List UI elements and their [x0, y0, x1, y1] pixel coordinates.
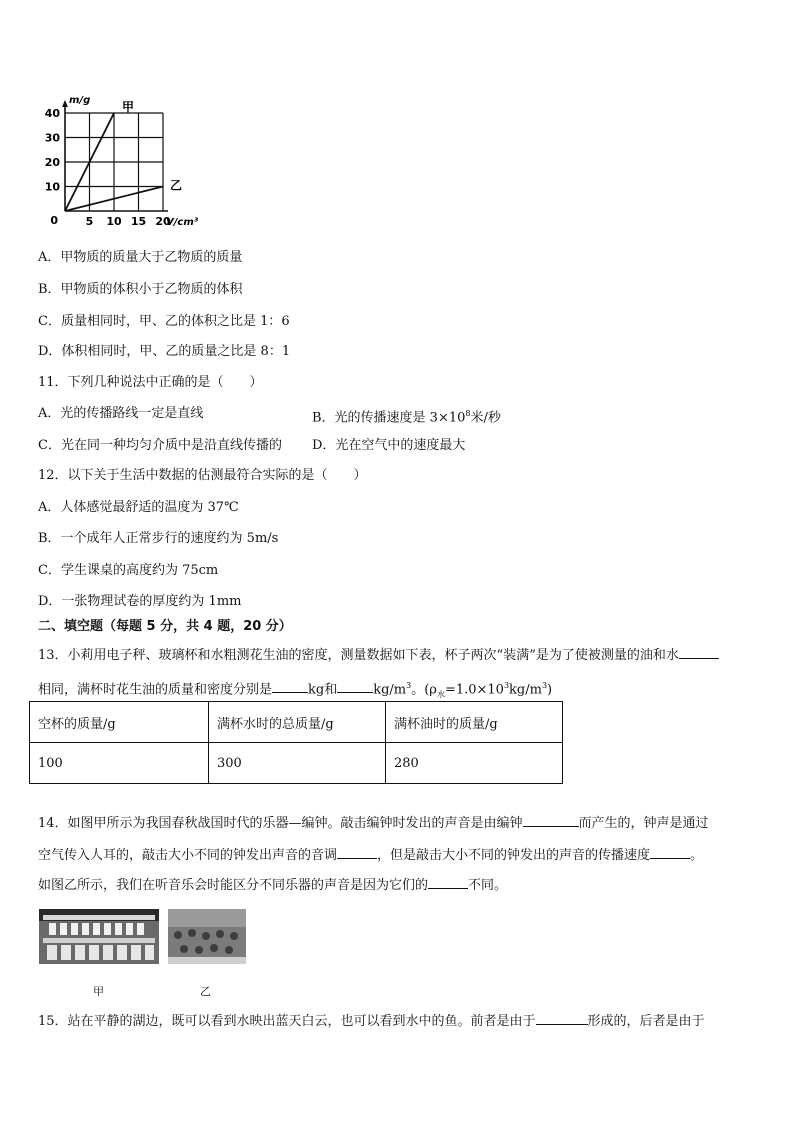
- caption-yi: 乙: [200, 985, 211, 998]
- q13-blank-2: [272, 680, 308, 693]
- y-axis-arrow: [62, 100, 68, 107]
- table-header-row: [30, 702, 563, 743]
- q10-option-c: C．质量相同时，甲、乙的体积之比是 1：6: [38, 314, 290, 329]
- q13-blank-1: [679, 646, 719, 659]
- caption-jia: 甲: [93, 985, 104, 998]
- q10-option-a: A．甲物质的质量大于乙物质的质量: [38, 250, 243, 265]
- q13-data-table: [29, 701, 563, 784]
- q10-option-b: B．甲物质的体积小于乙物质的体积: [38, 282, 243, 297]
- q11-option-d: D．光在空气中的速度最大: [312, 438, 466, 453]
- q11-option-c: C．光在同一种均匀介质中是沿直线传播的: [38, 438, 282, 453]
- q11-option-a: A．光的传播路线一定是直线: [38, 406, 204, 421]
- origin-label: 0: [50, 214, 58, 227]
- x-tick-label: 5: [85, 215, 94, 228]
- q12-option-d: D．一张物理试卷的厚度约为 1mm: [38, 594, 242, 609]
- q14-line2: 空气传入人耳的，敲击大小不同的钟发出声音的音调 ，但是敲击大小不同的钟发出的声音的传播速度 。: [38, 848, 704, 863]
- y-tick-label: 20: [44, 156, 60, 169]
- table-cell: 280: [386, 743, 563, 784]
- q13-line2: 相同，满杯时花生油的质量和密度分别是 kg和 $kg/m^3$。$(\rho_水=1.0\times 10^3kg/m^3)$: [38, 681, 553, 699]
- q15-blank-1: [536, 1012, 588, 1025]
- mass-volume-chart: [30, 88, 220, 230]
- table-cell: 100: [30, 743, 209, 784]
- table-header-cell: 满杯油时的质量/g: [386, 702, 563, 743]
- section-title: 二、填空题（每题 5 分，共 4 题，20 分）: [38, 619, 292, 634]
- table-row: [30, 743, 563, 784]
- y-tick-label: 40: [44, 107, 60, 120]
- q11-option-b: B．光的传播速度是 $3\times 10^8$米/秒: [312, 409, 501, 426]
- table-cell: 300: [209, 743, 386, 784]
- series-label-yi: 乙: [170, 178, 183, 193]
- q14-blank-2: [337, 846, 377, 859]
- x-tick-label: 20: [155, 215, 171, 228]
- y-tick-label: 10: [44, 180, 60, 194]
- q13-blank-3: [337, 680, 373, 693]
- x-tick-label: 15: [130, 215, 147, 228]
- q11-stem: 11．下列几种说法中正确的是（ ）: [38, 375, 263, 390]
- q10-option-d: D．体积相同时，甲、乙的质量之比是 8：1: [38, 344, 291, 359]
- x-axis-label: V/cm³: [166, 217, 199, 228]
- q12-stem: 12．以下关于生活中数据的估测最符合实际的是（ ）: [38, 468, 367, 483]
- q14-line3: 如图乙所示，我们在听音乐会时能区分不同乐器的声音是因为它们的 不同。: [38, 878, 508, 893]
- series-label-jia: 甲: [122, 100, 135, 114]
- orchestra-image: [168, 909, 246, 964]
- y-tick-label: 30: [44, 131, 60, 145]
- x-tick-label: 10: [106, 215, 122, 228]
- q14-blank-4: [428, 876, 468, 889]
- y-axis-label: m/g: [69, 95, 91, 106]
- q14-line1: 14．如图甲所示为我国春秋战国时代的乐器—编钟。敲击编钟时发出的声音是由编钟 而产生的，钟声是通过: [38, 816, 709, 831]
- q12-option-a: A．人体感觉最舒适的温度为 37℃: [38, 500, 239, 515]
- table-header-cell: 空杯的质量/g: [30, 702, 209, 743]
- q14-blank-1: [523, 814, 579, 827]
- q12-option-c: C．学生课桌的高度约为 75cm: [38, 563, 219, 578]
- q15-line1: 15．站在平静的湖边，既可以看到水映出蓝天白云，也可以看到水中的鱼。前者是由于 形成的，后者是由于: [38, 1014, 705, 1029]
- bianzhong-bells-image: [39, 909, 159, 964]
- q12-option-b: B．一个成年人正常步行的速度约为 5m/s: [38, 531, 279, 546]
- q14-blank-3: [650, 846, 690, 859]
- table-header-cell: 满杯水时的总质量/g: [209, 702, 386, 743]
- q13-line1: 13．小莉用电子秤、玻璃杯和水粗测花生油的密度，测量数据如下表，杯子两次“装满”是为了使被测量的油和水: [38, 646, 719, 665]
